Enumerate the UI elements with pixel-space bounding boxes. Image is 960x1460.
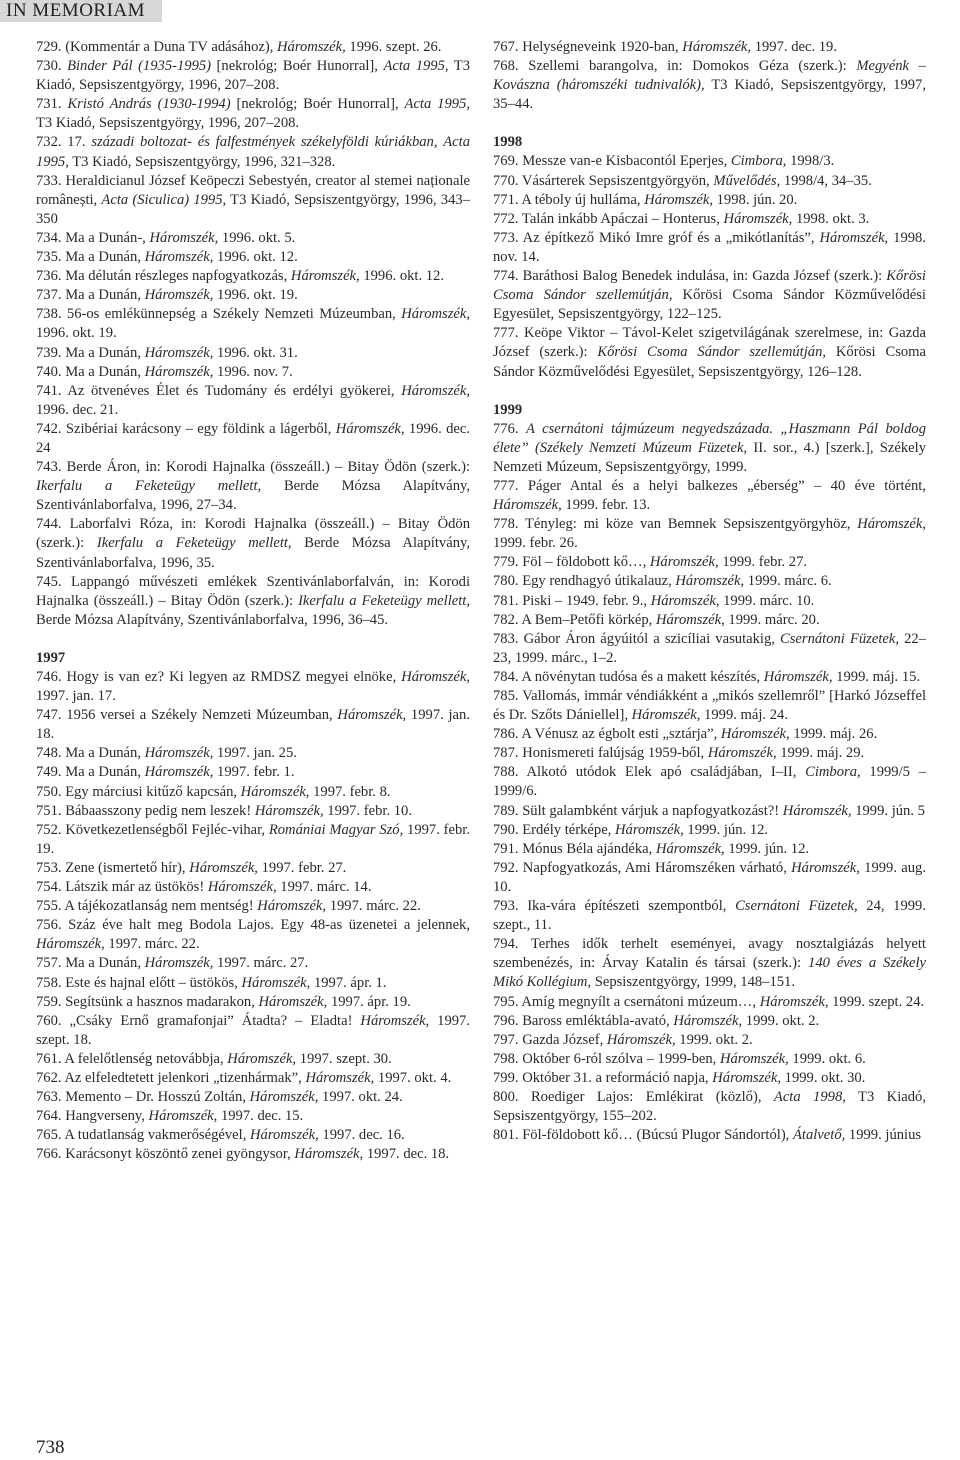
bibliography-entry: 773. Az építkező Mikó Imre gróf és a „mikótlanítás”, Háromszék, 1998. nov. 14.: [493, 229, 926, 265]
year-heading: 1997: [36, 649, 66, 666]
bibliography-entry: 786. A Vénusz az égbolt esti „sztárja”, Háromszék, 1999. máj. 26.: [493, 726, 878, 743]
right-column: [493, 38, 926, 1145]
bibliography-entry: 755. A tájékozatlanság nem mentség! Háromszék, 1997. márc. 22.: [36, 898, 421, 915]
bibliography-entry: 761. A felelőtlenség netovábbja, Háromszék, 1997. szept. 30.: [36, 1050, 392, 1067]
bibliography-entry: 792. Napfogyatkozás, Ami Háromszéken várható, Háromszék, 1999. aug. 10.: [493, 859, 926, 895]
bibliography-entry: 798. Október 6-ról szólva – 1999-ben, Háromszék, 1999. okt. 6.: [493, 1050, 866, 1067]
bibliography-entry: 777. Keöpe Viktor – Távol-Kelet szigetvilágának szerelmese, in: Gazda József (szerk.): Kőrösi Csoma Sándor szellemútján, Kőrösi Csoma Sándor Közművelődési Egyesület, Sepsiszentgyörgy, 126–128.: [493, 325, 927, 380]
bibliography-entry: 769. Messze van-e Kisbacontól Eperjes, Cimbora, 1998/3.: [493, 153, 835, 170]
bibliography-entry: 745. Lappangó művészeti emlékek Szentivánlaborfalván, in: Korodi Hajnalka (összeáll.) – Bitay Ödön (szerk.): Ikerfalu a Feketeügy mellett, Berde Mózsa Alapítvány, Szentivánlaborfalva, 1996, 36–45.: [36, 573, 470, 628]
bibliography-entry: 737. Ma a Dunán, Háromszék, 1996. okt. 19.: [36, 287, 298, 304]
bibliography-entry: 729. (Kommentár a Duna TV adásához), Háromszék, 1996. szept. 26.: [36, 39, 442, 55]
bibliography-entry: 781. Piski – 1949. febr. 9., Háromszék, 1999. márc. 10.: [493, 592, 815, 609]
bibliography-entry: 762. Az elfeledtetett jelenkori „tizenhármak”, Háromszék, 1997. okt. 4.: [36, 1069, 452, 1086]
bibliography-entry: 743. Berde Áron, in: Korodi Hajnalka (összeáll.) – Bitay Ödön (szerk.): Ikerfalu a Feketeügy mellett, Berde Mózsa Alapítvány, Szentivánlaborfalva, 1996, 27–34.: [36, 459, 470, 514]
bibliography-entry: 799. Október 31. a reformáció napja, Háromszék, 1999. okt. 30.: [493, 1069, 866, 1086]
bibliography-entry: 747. 1956 versei a Székely Nemzeti Múzeumban, Háromszék, 1997. jan. 18.: [36, 707, 470, 743]
bibliography-entry: 793. Ika-vára építészeti szempontból, Csernátoni Füzetek, 24, 1999. szept., 11.: [493, 898, 926, 934]
bibliography-entry: 733. Heraldicianul József Keöpeczi Sebestyén, creator al stemei naționale românești, Acta (Siculica) 1995, T3 Kiadó, Sepsiszentgyörgy, 1996, 343–350: [36, 172, 470, 227]
bibliography-entry: 758. Este és hajnal előtt – üstökös, Háromszék, 1997. ápr. 1.: [36, 974, 387, 991]
bibliography-entry: 784. A növénytan tudósa és a makett készítés, Háromszék, 1999. máj. 15.: [493, 668, 921, 685]
bibliography-entry: 800. Roediger Lajos: Emlékirat (közlő), Acta 1998, T3 Kiadó, Sepsiszentgyörgy, 155–202.: [493, 1088, 926, 1125]
bibliography-entry: 778. Tényleg: mi köze van Bemnek Sepsiszentgyörgyhöz, Háromszék, 1999. febr. 26.: [493, 516, 926, 552]
bibliography-entry: 768. Szellemi barangolva, in: Domokos Géza (szerk.): Megyénk – Kovászna (háromszéki tudnivalók), T3 Kiadó, Sepsiszentgyörgy, 1997, 35–44.: [493, 58, 926, 113]
bibliography-entry: 760. „Csáky Ernő gramafonjai” Átadta? – Eladta! Háromszék, 1997. szept. 18.: [36, 1012, 471, 1048]
bibliography-entry: 788. Alkotó utódok Elek apó családjában, I–II, Cimbora, 1999/5 – 1999/6.: [493, 764, 926, 800]
bibliography-entry: 779. Föl – földobott kő…, Háromszék, 1999. febr. 27.: [493, 554, 808, 571]
bibliography-entry: 751. Bábaasszony pedig nem leszek! Háromszék, 1997. febr. 10.: [36, 802, 412, 819]
bibliography-entry: 756. Száz éve halt meg Bodola Lajos. Egy 48-as üzenetei a jelennek, Háromszék, 1997. márc. 22.: [36, 917, 470, 953]
year-heading: 1998: [493, 134, 523, 151]
bibliography-entry: 754. Látszik már az üstökös! Háromszék, 1997. márc. 14.: [36, 879, 372, 896]
bibliography-entry: 764. Hangverseny, Háromszék, 1997. dec. 15.: [36, 1108, 304, 1125]
bibliography-entry: 759. Segítsünk a hasznos madarakon, Háromszék, 1997. ápr. 19.: [36, 993, 411, 1010]
bibliography-entry: 772. Talán inkább Apáczai – Honterus, Háromszék, 1998. okt. 3.: [493, 210, 870, 227]
bibliography-entry: 794. Terhes idők terhelt eseményei, avagy nosztalgiázás helyett szembenézés, in: Árvay Katalin és társai (szerk.): 140 éves a Székely Mikó Kollégium, Sepsiszentgyörgy, 1999, 148–151.: [493, 936, 926, 991]
bibliography-entry: 741. Az ötvenéves Élet és Tudomány és erdélyi gyökerei, Háromszék, 1996. dec. 21.: [36, 382, 470, 418]
bibliography-entry: 790. Erdély térképe, Háromszék, 1999. jún. 12.: [493, 821, 769, 838]
bibliography-entry: 776. A csernátoni tájmúzeum negyedszázada. „Haszmann Pál boldog élete” (Székely Nemzeti Múzeum Füzetek, II. sor., 4.) [szerk.], Székely Nemzeti Múzeum, Sepsiszentgyörgy, 1999.: [493, 420, 926, 475]
bibliography-entry: 731. Kristó András (1930-1994) [nekrológ; Boér Hunorral], Acta 1995, T3 Kiadó, Sepsiszentgyörgy, 1996, 207–208.: [36, 96, 471, 132]
bibliography-entry: 748. Ma a Dunán, Háromszék, 1997. jan. 25.: [36, 745, 297, 762]
bibliography-entry: 752. Következetlenségből Fejléc-vihar, Romániai Magyar Szó, 1997. febr. 19.: [36, 821, 470, 857]
bibliography-entry: 796. Baross emléktábla-avató, Háromszék, 1999. okt. 2.: [493, 1012, 820, 1029]
bibliography-entry: 750. Egy márciusi kitűző kapcsán, Háromszék, 1997. febr. 8.: [36, 783, 391, 800]
bibliography-entry: 774. Baráthosi Balog Benedek indulása, in: Gazda József (szerk.): Kőrösi Csoma Sándor szellemútján, Kőrösi Csoma Sándor Közművelődési Egyesület, Sepsiszentgyörgy, 122–125.: [493, 268, 926, 323]
bibliography-entry: 783. Gábor Áron ágyúitól a szicíliai vasutakig, Csernátoni Füzetek, 22–23, 1999. márc., 1–2.: [493, 630, 926, 666]
bibliography-entry: 730. Binder Pál (1935-1995) [nekrológ; Boér Hunorral], Acta 1995, T3 Kiadó, Sepsiszentgyörgy, 1996, 207–208.: [36, 58, 470, 94]
bibliography-entry: 785. Vallomás, immár véndiákként a „mikós szellemről” [Harkó Józseffel és Dr. Szőts Dániellel], Háromszék, 1999. máj. 24.: [493, 688, 926, 724]
year-heading: 1999: [493, 401, 523, 418]
bibliography-entry: 787. Honismereti falújság 1959-ből, Háromszék, 1999. máj. 29.: [493, 745, 865, 762]
bibliography-entry: 782. A Bem–Petőfi körkép, Háromszék, 1999. márc. 20.: [493, 611, 820, 628]
bibliography-entry: 777. Páger Antal és a helyi balkezes „éberség” – 40 éve történt, Háromszék, 1999. febr. 13.: [493, 477, 926, 514]
running-header: IN MEMORIAM: [6, 0, 146, 21]
bibliography-entry: 766. Karácsonyt köszöntő zenei gyöngysor, Háromszék, 1997. dec. 18.: [36, 1146, 450, 1163]
bibliography-entry: 780. Egy rendhagyó útikalauz, Háromszék, 1999. márc. 6.: [493, 573, 832, 590]
bibliography-entry: 771. A téboly új hulláma, Háromszék, 1998. jún. 20.: [493, 191, 798, 208]
bibliography-entry: 795. Amíg megnyílt a csernátoni múzeum…, Háromszék, 1999. szept. 24.: [493, 993, 925, 1010]
bibliography-entry: 753. Zene (ismertető hír), Háromszék, 1997. febr. 27.: [36, 859, 347, 876]
bibliography-entry: 732. 17. századi boltozat- és falfestmények székelyföldi kúriákban, Acta 1995, T3 Kiadó, Sepsiszentgyörgy, 1996, 321–328.: [36, 134, 470, 170]
bibliography-entry: 739. Ma a Dunán, Háromszék, 1996. okt. 31.: [36, 344, 298, 361]
bibliography-entry: 740. Ma a Dunán, Háromszék, 1996. nov. 7.: [36, 363, 293, 380]
bibliography-entry: 742. Szibériai karácsony – egy földink a lágerből, Háromszék, 1996. dec. 24: [36, 420, 470, 456]
page-number: 738: [36, 1437, 65, 1458]
bibliography-entry: 746. Hogy is van ez? Ki legyen az RMDSZ megyei elnöke, Háromszék, 1997. jan. 17.: [36, 669, 470, 705]
bibliography-entry: 763. Memento – Dr. Hosszú Zoltán, Háromszék, 1997. okt. 24.: [36, 1089, 403, 1106]
bibliography-entry: 749. Ma a Dunán, Háromszék, 1997. febr. 1.: [36, 764, 295, 781]
left-column: [36, 38, 470, 1164]
bibliography-entry: 767. Helységneveink 1920-ban, Háromszék, 1997. dec. 19.: [493, 39, 837, 55]
bibliography-entry: 770. Vásárterek Sepsiszentgyörgyön, Művelődés, 1998/4, 34–35.: [493, 172, 872, 189]
bibliography-entry: 734. Ma a Dunán-, Háromszék, 1996. okt. 5.: [36, 229, 296, 246]
bibliography-entry: 789. Sült galambként várjuk a napfogyatkozást?! Háromszék, 1999. jún. 5: [493, 802, 925, 819]
bibliography-entry: 757. Ma a Dunán, Háromszék, 1997. márc. 27.: [36, 955, 309, 972]
bibliography-entry: 791. Mónus Béla ajándéka, Háromszék, 1999. jún. 12.: [493, 840, 810, 857]
bibliography-entry: 738. 56-os emlékünnepség a Székely Nemzeti Múzeumban, Háromszék, 1996. okt. 19.: [36, 306, 470, 342]
bibliography-entry: 801. Föl-földobott kő… (Búcsú Plugor Sándortól), Átalvető, 1999. június: [493, 1127, 922, 1144]
bibliography-entry: 735. Ma a Dunán, Háromszék, 1996. okt. 12.: [36, 249, 298, 266]
bibliography-entry: 736. Ma délután részleges napfogyatkozás, Háromszék, 1996. okt. 12.: [36, 268, 445, 285]
bibliography-entry: 744. Laborfalvi Róza, in: Korodi Hajnalka (összeáll.) – Bitay Ödön (szerk.): Ikerfalu a Feketeügy mellett, Berde Mózsa Alapítvány, Szentivánlaborfalva, 1996, 35.: [36, 516, 470, 571]
bibliography-entry: 765. A tudatlanság vakmerőségével, Háromszék, 1997. dec. 16.: [36, 1127, 405, 1144]
bibliography-entry: 797. Gazda József, Háromszék, 1999. okt. 2.: [493, 1031, 753, 1048]
